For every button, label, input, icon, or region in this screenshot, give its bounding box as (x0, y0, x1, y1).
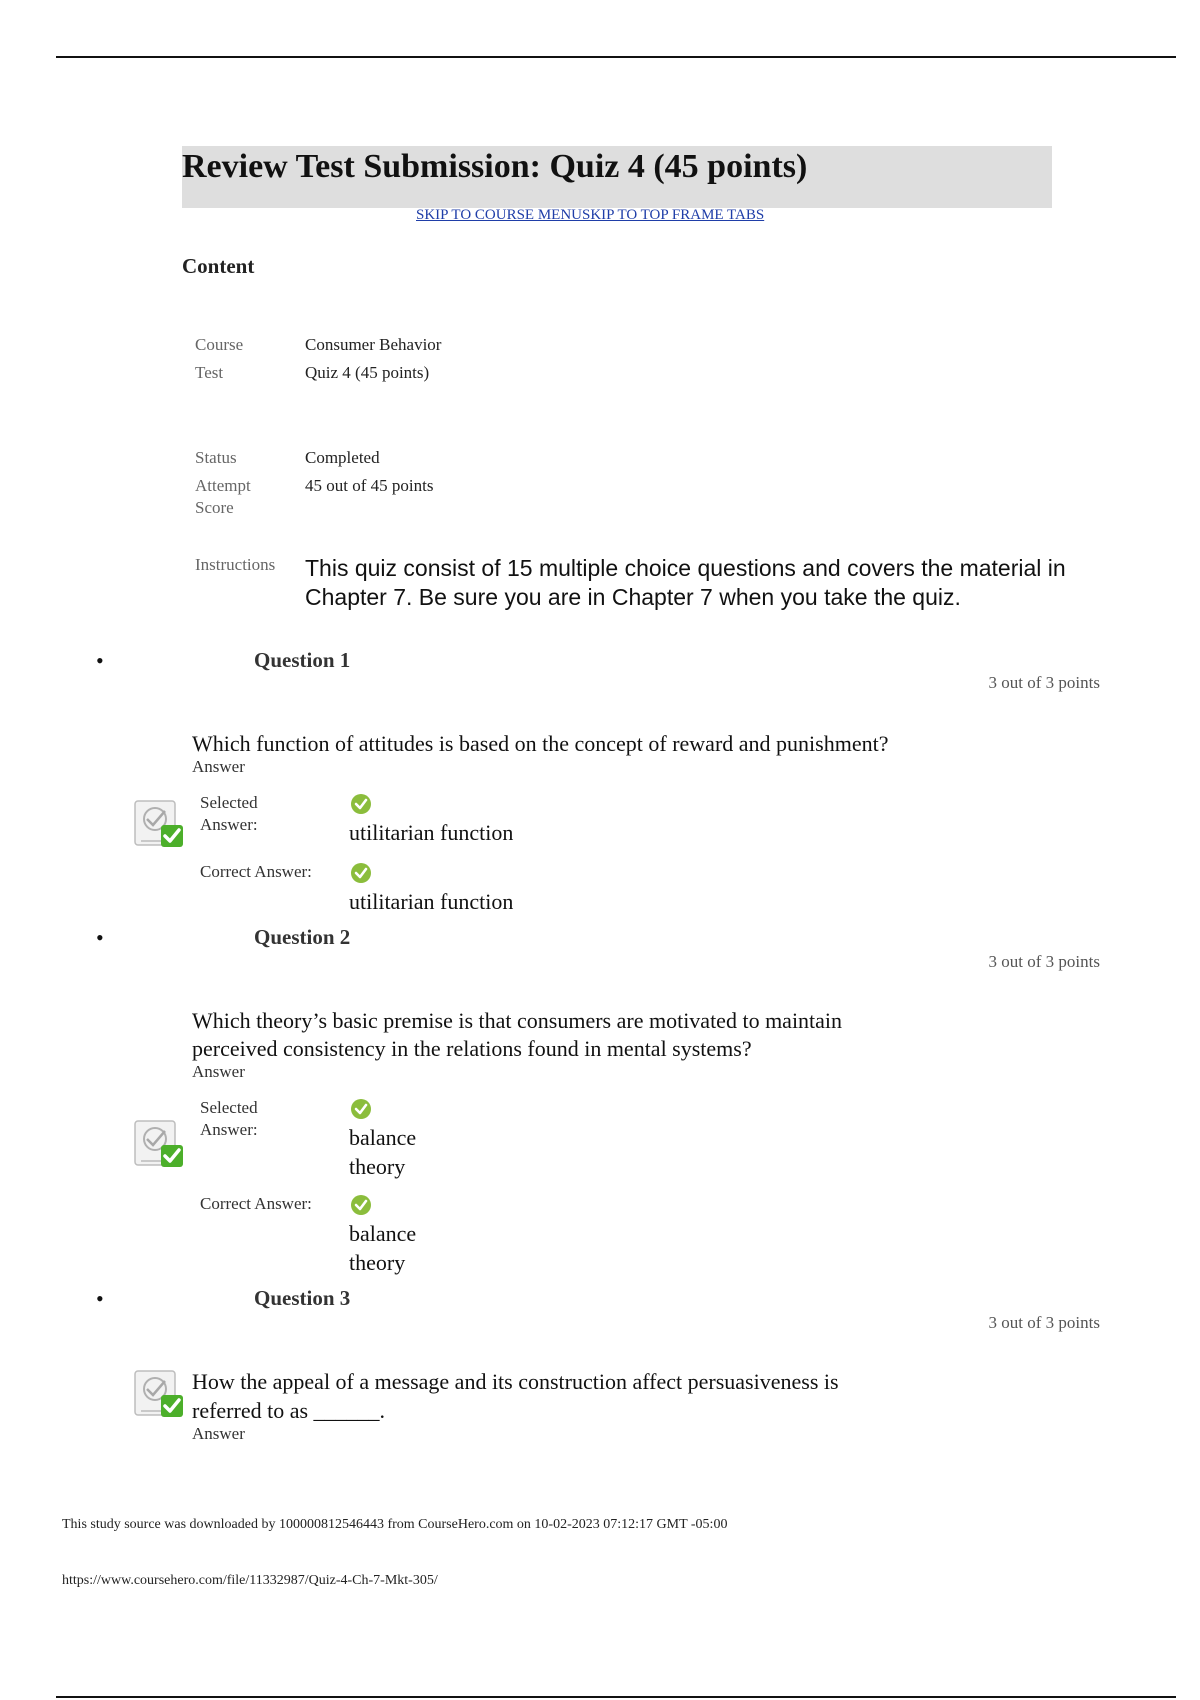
correct-label: Correct Answer: (200, 1194, 312, 1213)
question-text: How the appeal of a message and its construction affect persuasiveness is (192, 1369, 839, 1394)
selected-label-answer: Answer: (200, 815, 258, 834)
answer-label: Answer (192, 1062, 245, 1081)
bottom-rule (56, 1696, 1176, 1698)
correct-answer: balance (349, 1221, 417, 1246)
selected-label-answer: Answer: (200, 1120, 258, 1139)
attempt-label: Attempt (195, 476, 251, 495)
title-bar (182, 146, 1052, 208)
question-points: 3 out of 3 points (988, 1313, 1100, 1332)
correct-answer-line2: theory (349, 1250, 406, 1275)
instructions-label: Instructions (195, 555, 276, 574)
selected-answer-line2: theory (349, 1154, 406, 1179)
top-rule (56, 56, 1176, 58)
question-heading: Question 1 (254, 648, 351, 672)
check-icon (351, 794, 371, 814)
instructions-text: This quiz consist of 15 multiple choice questions and covers the material in Chapter 7. Be sure you are in Chapter 7 when you take the quiz. (305, 555, 1066, 610)
correct-result-icon (133, 1367, 185, 1419)
answer-label: Answer (192, 757, 245, 776)
skip-links[interactable]: SKIP TO COURSE MENUSKIP TO TOP FRAME TABS (416, 207, 765, 223)
selected-label: Selected (200, 793, 258, 812)
answer-label: Answer (192, 1424, 245, 1443)
correct-label: Correct Answer: (200, 862, 312, 881)
test-label: Test (195, 363, 224, 382)
selected-answer: utilitarian function (349, 820, 514, 845)
correct-result-icon (133, 1117, 185, 1169)
correct-answer: utilitarian function (349, 889, 514, 914)
question-bullet: • (96, 648, 104, 673)
question-bullet: • (96, 1286, 104, 1311)
check-icon (351, 863, 371, 883)
check-icon (351, 1099, 371, 1119)
question-bullet: • (96, 925, 104, 950)
question-heading: Question 3 (254, 1286, 351, 1310)
attempt-value: 45 out of 45 points (305, 476, 434, 495)
check-icon (351, 1195, 371, 1215)
correct-result-icon (133, 797, 185, 849)
download-note: This study source was downloaded by 100000812546443 from CourseHero.com on 10-02-2023 07:12:17 GMT -05:00 (62, 1517, 728, 1532)
page-title: Review Test Submission: Quiz 4 (45 points) (182, 148, 808, 185)
status-value: Completed (305, 448, 380, 467)
question-text-line2: perceived consistency in the relations found in mental systems? (192, 1036, 752, 1061)
question-points: 3 out of 3 points (988, 673, 1100, 692)
course-value: Consumer Behavior (305, 335, 442, 354)
question-text: Which function of attitudes is based on the concept of reward and punishment? (192, 731, 889, 756)
course-label: Course (195, 335, 244, 354)
source-url[interactable]: https://www.coursehero.com/file/11332987/Quiz-4-Ch-7-Mkt-305/ (62, 1573, 438, 1588)
question-text-line2: referred to as ______. (192, 1398, 386, 1423)
question-text: Which theory’s basic premise is that consumers are motivated to maintain (192, 1008, 843, 1033)
selected-answer: balance (349, 1125, 417, 1150)
selected-label: Selected (200, 1098, 258, 1117)
question-points: 3 out of 3 points (988, 952, 1100, 971)
question-heading: Question 2 (254, 925, 351, 949)
status-label: Status (195, 448, 237, 467)
content-heading: Content (182, 254, 255, 278)
test-value: Quiz 4 (45 points) (305, 363, 430, 382)
attempt-label-score: Score (195, 498, 234, 517)
